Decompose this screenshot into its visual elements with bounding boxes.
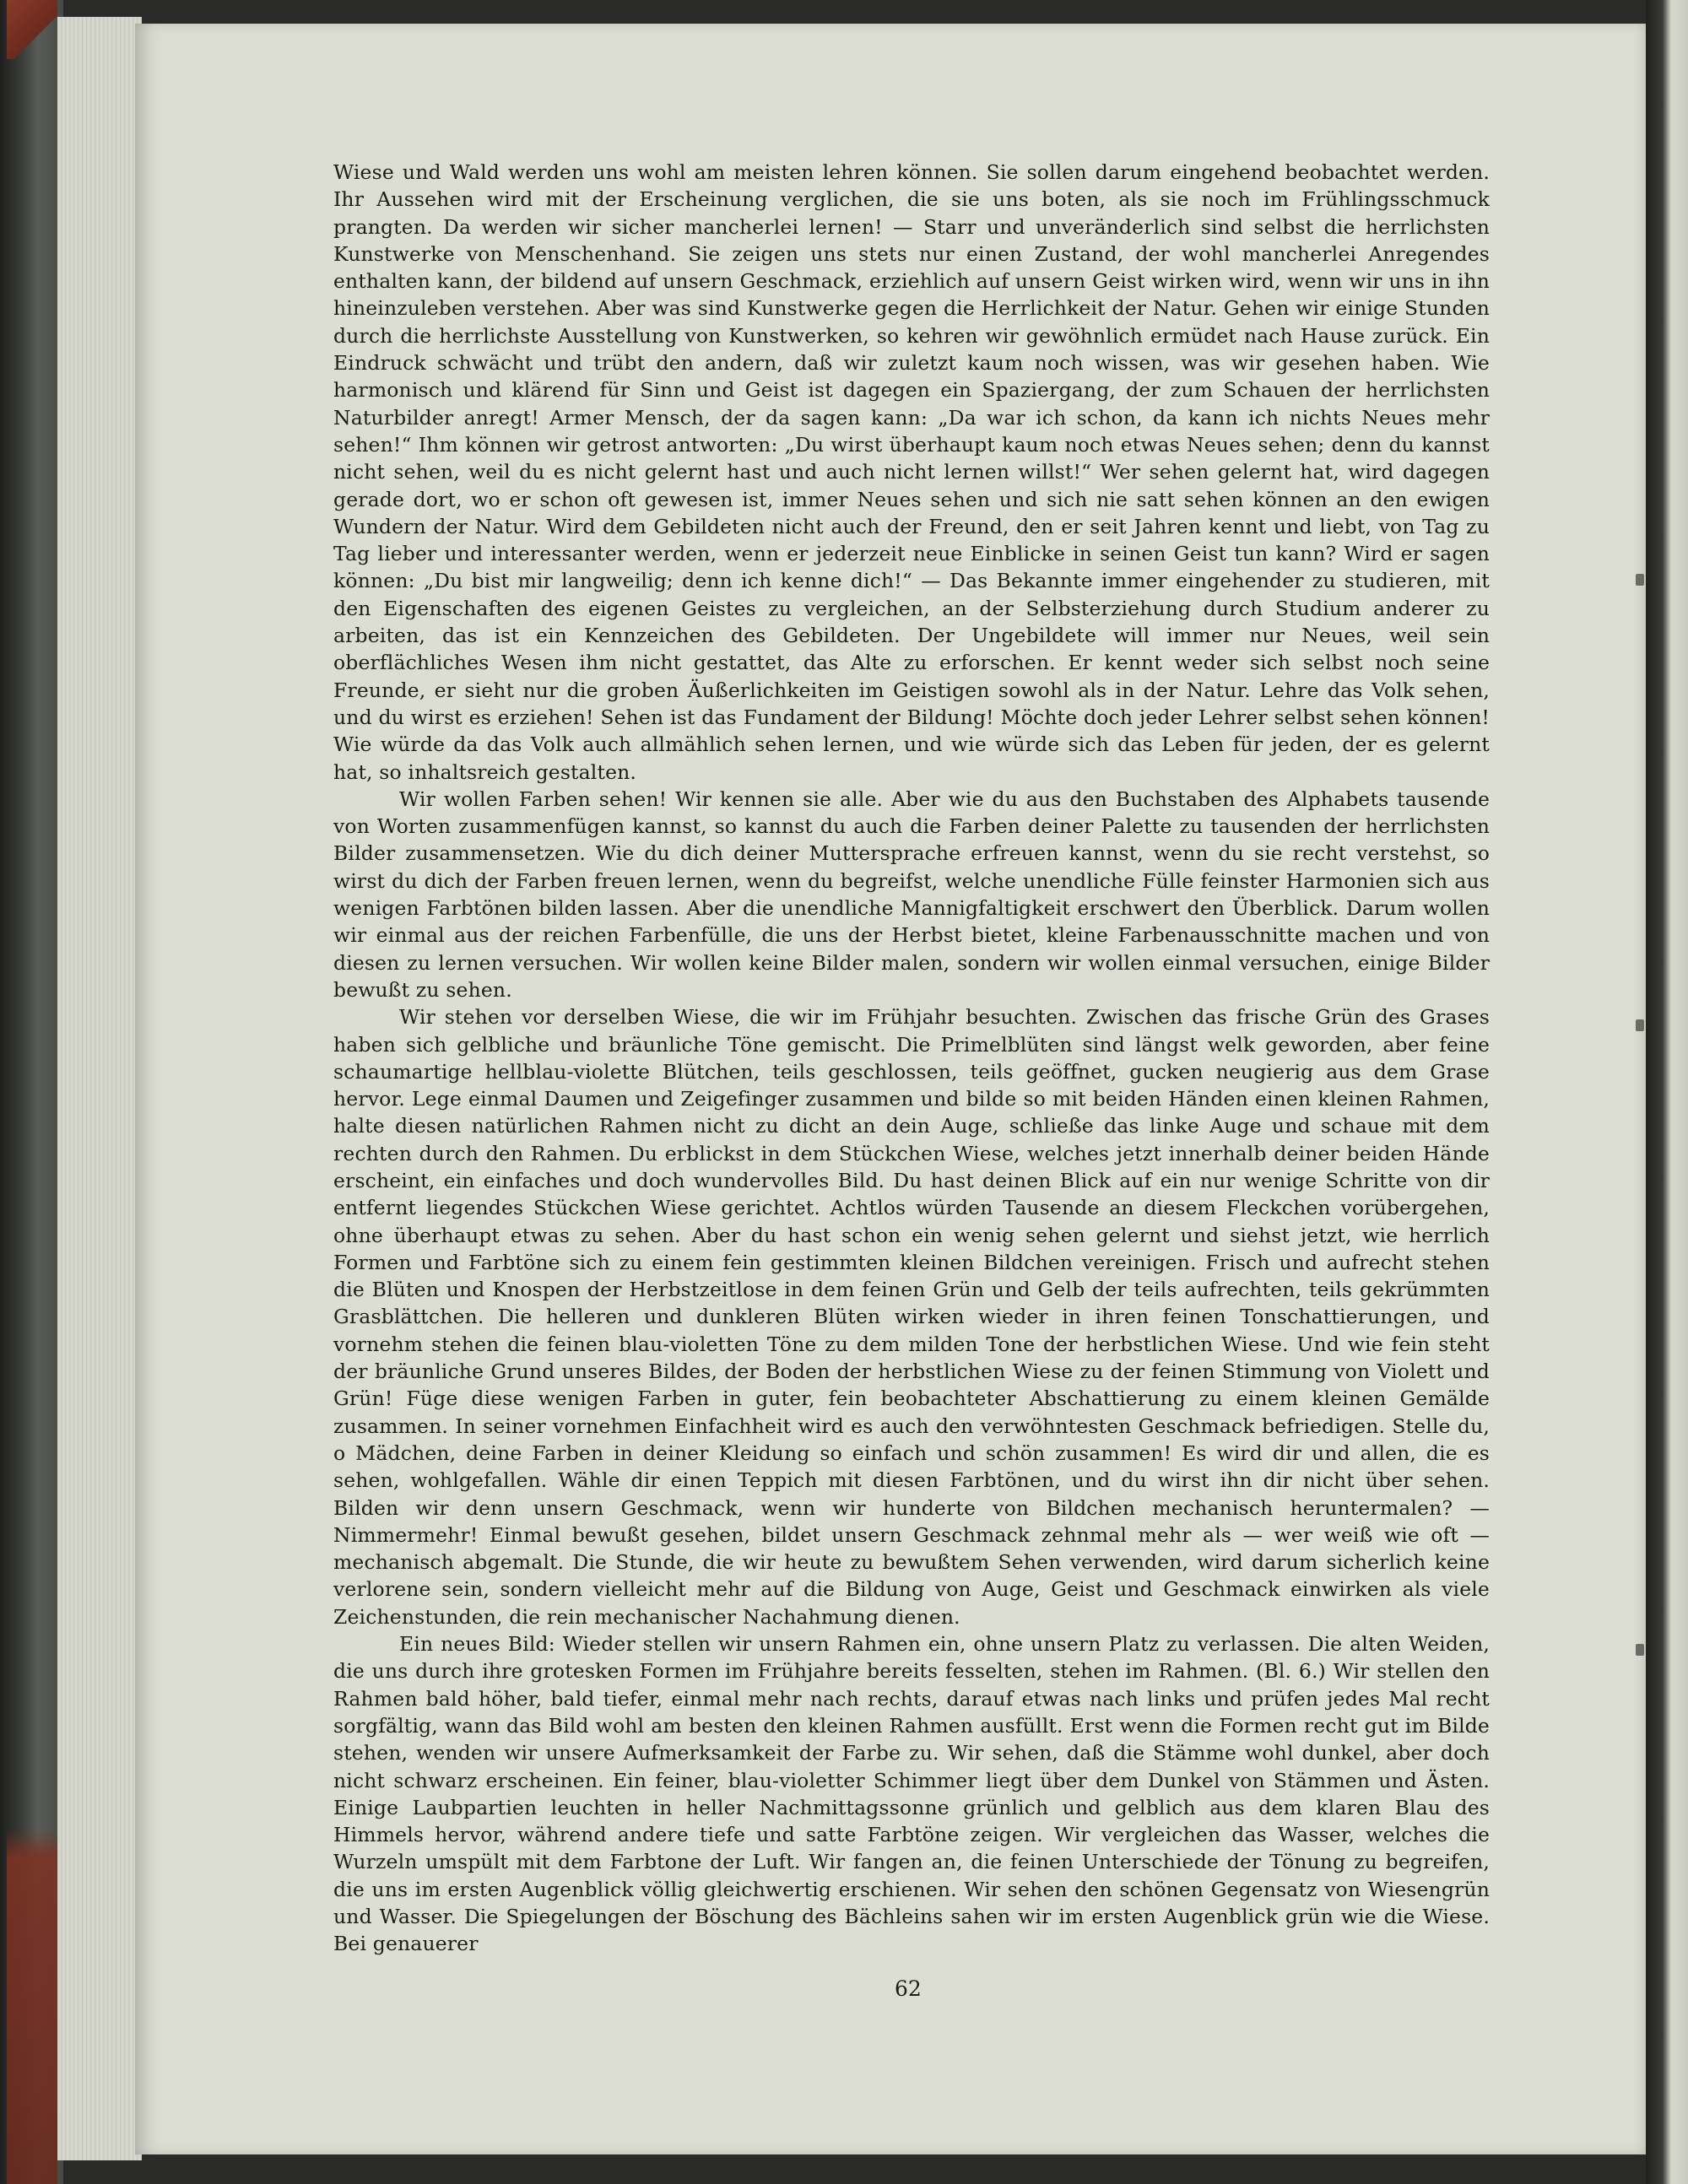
page-tab-marker xyxy=(1636,574,1644,586)
paragraph: Wir wollen Farben sehen! Wir kennen sie alle. Aber wie du aus den Buchstaben des Alphabets tausende von Worten zusammenfügen kannst, so kannst du auch die Farben deiner Palette zu tausenden der herrlichsten Bilder zusammensetzen. Wie du dich deiner Muttersprache erfreuen kannst, wenn du sie recht verstehst, so wirst du dich der Farben freuen lernen, wenn du begreifst, welche unendliche Fülle feinster Harmonien sich aus wenigen Farbtönen bilden lassen. Aber die unendliche Mannigfaltigkeit erschwert den Überblick. Darum wollen wir einmal aus der reichen Farbenfülle, die uns der Herbst bietet, kleine Farbenausschnitte machen und von diesen zu lernen versuchen. Wir wollen keine Bilder malen, sondern wir wollen einmal versuchen, einige Bilder bewußt zu sehen. xyxy=(333,787,1490,1002)
paragraph: Wir stehen vor derselben Wiese, die wir im Frühjahr besuchten. Zwischen das frische Grün des Grases haben sich gelbliche und bräunliche Töne gemischt. Die Primelblüten sind längst welk geworden, aber feine schaumartige hellblau-violette Blütchen, teils geschlossen, teils geöffnet, gucken neugierig aus dem Grase hervor. Lege einmal Daumen und Zeigefinger zusammen und bilde so mit beiden Händen einen kleinen Rahmen, halte diesen natürlichen Rahmen nicht zu dicht an dein Auge, schließe das linke Auge und schaue mit dem rechten durch den Rahmen. Du erblickst in dem Stückchen Wiese, welches jetzt innerhalb deiner beiden Hände erscheint, ein einfaches und doch wundervolles Bild. Du hast deinen Blick auf ein nur wenige Schritte von dir entfernt liegendes Stückchen Wiese gerichtet. Achtlos würden Tausende an diesem Fleckchen vorübergehen, ohne überhaupt etwas zu sehen. Aber du hast schon ein wenig sehen gelernt und siehst jetzt, wie herrlich Formen und Farbtöne sich zu einem fein gestimmten kleinen Bildchen vereinigen. Frisch und aufrecht stehen die Blüten und Knospen der Herbstzeitlose in dem feinen Grün und Gelb der teils aufrechten, teils gekrümmten Grasblättchen. Die helleren und dunkleren Blüten wirken wieder in ihren feinen Tonschattierungen, und vornehm stehen die feinen blau-violetten Töne zu dem milden Tone der herbstlichen Wiese. Und wie fein steht der bräunliche Grund unseres Bildes, der Boden der herbstlichen Wiese zu der feinen Stimmung von Violett und Grün! Füge diese wenigen Farben in guter, fein beobachteter Abschattierung zu einem kleinen Gemälde zusammen. In seiner vornehmen Einfachheit wird es auch den verwöhntesten Geschmack befriedigen. Stelle du, o Mädchen, deine Farben in deiner Kleidung so einfach und schön zusammen! Es wird dir und allen, die es sehen, wohlgefallen. Wähle dir einen Teppich mit diesen Farbtönen, und du wirst ihn dir nicht über sehen. Bilden wir denn unsern Geschmack, wenn wir hunderte von Bildchen mechanisch heruntermalen? — Nimmermehr! Einmal bewußt gesehen, bildet unsern Geschmack zehnmal mehr als — wer weiß wie oft — mechanisch abgemalt. Die Stunde, die wir heute zu bewußtem Sehen verwenden, wird darum sicherlich keine verlorene sein, sondern vielleicht mehr auf die Bildung von Auge, Geist und Geschmack einwirken als viele Zeichenstunden, die rein mechanischer Nachahmung dienen. xyxy=(333,1005,1490,1629)
page-stack-edge xyxy=(57,17,142,2160)
body-text xyxy=(333,159,1490,1958)
paragraph: Wiese und Wald werden uns wohl am meisten lehren können. Sie sollen darum eingehend beobachtet werden. Ihr Aussehen wird mit der Erscheinung verglichen, die sie uns boten, als sie noch im Frühlingsschmuck prangten. Da werden wir sicher mancherlei lernen! — Starr und unveränderlich sind selbst die herrlichsten Kunstwerke von Menschenhand. Sie zeigen uns stets nur einen Zustand, der wohl mancherlei Anregendes enthalten kann, der bildend auf unsern Geschmack, erziehlich auf unsern Geist wirken wird, wenn wir uns in ihn hineinzuleben verstehen. Aber was sind Kunstwerke gegen die Herrlichkeit der Natur. Gehen wir einige Stunden durch die herrlichste Ausstellung von Kunstwerken, so kehren wir gewöhnlich ermüdet nach Hause zurück. Ein Eindruck schwächt und trübt den andern, daß wir zuletzt kaum noch wissen, was wir gesehen haben. Wie harmonisch und klärend für Sinn und Geist ist dagegen ein Spaziergang, der zum Schauen der herrlichsten Naturbilder anregt! Armer Mensch, der da sagen kann: „Da war ich schon, da kann ich nichts Neues mehr sehen!“ Ihm können wir getrost antworten: „Du wirst überhaupt kaum noch etwas Neues sehen; denn du kannst nicht sehen, weil du es nicht gelernt hast und auch nicht lernen willst!“ Wer sehen gelernt hat, wird dagegen gerade dort, wo er schon oft gewesen ist, immer Neues sehen und sich nie satt sehen können an den ewigen Wundern der Natur. Wird dem Gebildeten nicht auch der Freund, den er seit Jahren kennt und liebt, von Tag zu Tag lieber und interessanter werden, wenn er jederzeit neue Einblicke in seinen Geist tun kann? Wird er sagen können: „Du bist mir langweilig; denn ich kenne dich!“ — Das Bekannte immer eingehender zu studieren, mit den Eigenschaften des eigenen Geistes zu vergleichen, an der Selbsterziehung durch Studium anderer zu arbeiten, das ist ein Kennzeichen des Gebildeten. Der Ungebildete will immer nur Neues, weil sein oberflächliches Wesen ihm nicht gestattet, das Alte zu erforschen. Er kennt weder sich selbst noch seine Freunde, er sieht nur die groben Äußerlichkeiten im Geistigen sowohl als in der Natur. Lehre das Volk sehen, und du wirst es erziehen! Sehen ist das Fundament der Bildung! Möchte doch jeder Lehrer selbst sehen können! Wie würde da das Volk auch allmählich sehen lernen, und wie würde sich das Leben für jeden, der es gelernt hat, so inhaltsreich gestalten. xyxy=(333,160,1490,784)
page-tab-marker xyxy=(1636,1019,1644,1031)
page-tab-marker xyxy=(1636,1644,1644,1656)
binding-corner-top xyxy=(7,0,57,59)
binding-corner-bottom xyxy=(7,1830,57,2184)
book-right-edge xyxy=(1646,0,1688,2184)
paragraph: Ein neues Bild: Wieder stellen wir unsern Rahmen ein, ohne unsern Platz zu verlassen. Die alten Weiden, die uns durch ihre grotesken Formen im Frühjahre bereits fesselten, stehen im Rahmen. (Bl. 6.) Wir stellen den Rahmen bald höher, bald tiefer, einmal mehr nach rechts, darauf etwas nach links und prüfen jedes Mal recht sorgfältig, wann das Bild wohl am besten den kleinen Rahmen ausfüllt. Erst wenn die Formen recht gut im Bilde stehen, wenden wir unsere Aufmerksamkeit der Farbe zu. Wir sehen, daß die Stämme wohl dunkel, aber doch nicht schwarz erscheinen. Ein feiner, blau-violetter Schimmer liegt über dem Dunkel von Stämmen und Ästen. Einige Laubpartien leuchten in heller Nachmittagssonne grünlich und gelblich aus dem klaren Blau des Himmels hervor, während andere tiefe und satte Farbtöne zeigen. Wir vergleichen das Wasser, welches die Wurzeln umspült mit dem Farbtone der Luft. Wir fangen an, die feinen Unterschiede der Tönung zu begreifen, die uns im ersten Augenblick völlig gleichwertig erschienen. Wir sehen den schönen Gegensatz von Wiesengrün und Wasser. Die Spiegelungen der Böschung des Bächleins sahen wir im ersten Augenblick grün wie die Wiese. Bei genauerer xyxy=(333,1632,1490,1956)
page-number: 62 xyxy=(895,1976,922,2001)
